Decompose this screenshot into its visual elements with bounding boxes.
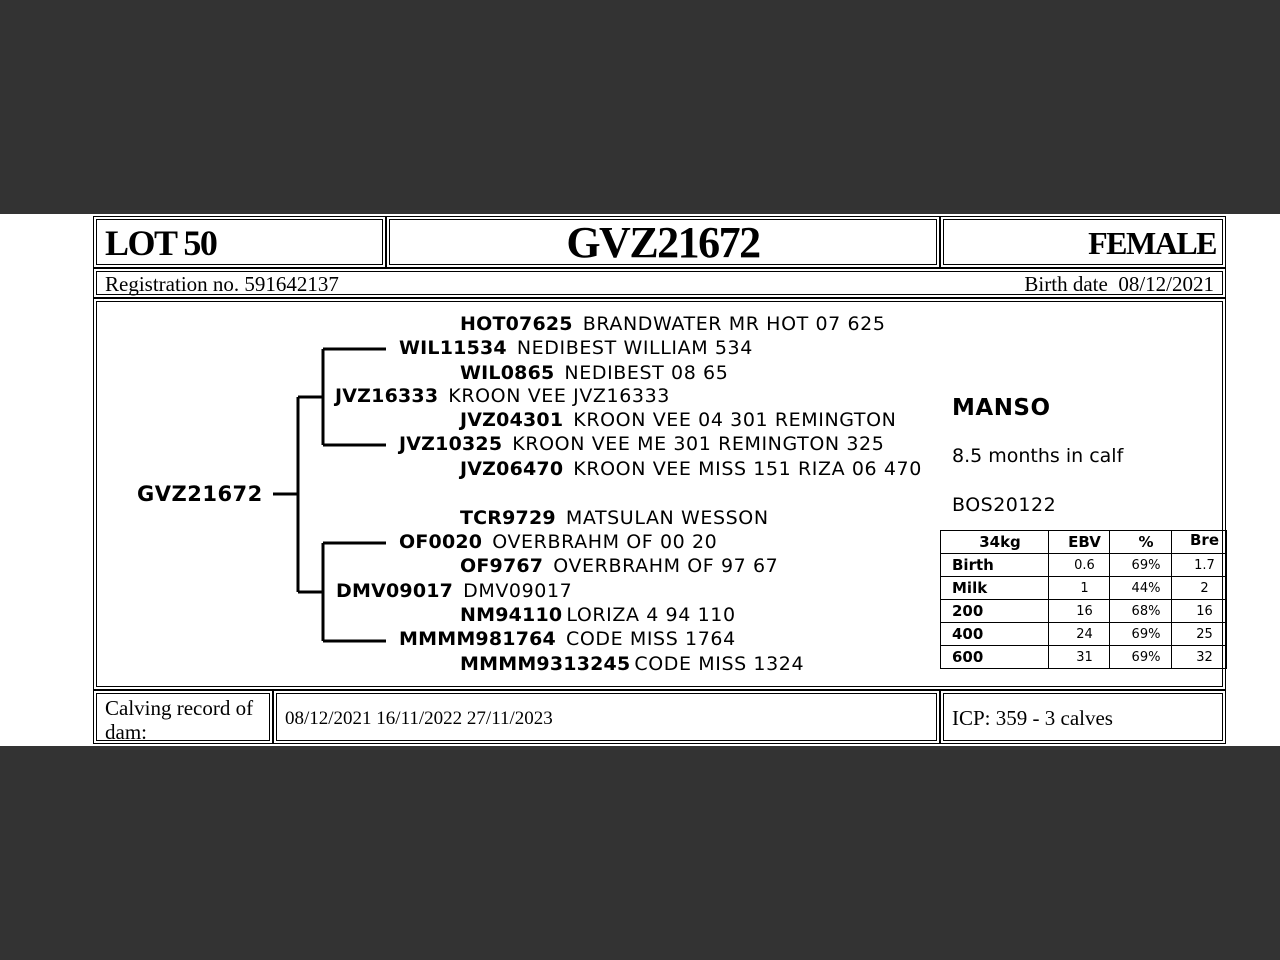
sex-label: FEMALE bbox=[1088, 225, 1216, 261]
pedigree-dam-dam-dam: MMMM9313245 CODE MISS 1324 bbox=[460, 653, 805, 675]
ebv-value: 31 bbox=[1049, 646, 1110, 669]
icp-box bbox=[940, 690, 1226, 744]
calving-dates: 08/12/2021 16/11/2022 27/11/2023 bbox=[285, 708, 553, 729]
ebv-value: 0.6 bbox=[1049, 554, 1110, 577]
ebv-header-row bbox=[941, 531, 1227, 554]
registration-number: Registration no. 591642137 bbox=[105, 272, 339, 296]
ebv-row bbox=[941, 577, 1227, 600]
ebv-row bbox=[941, 554, 1227, 577]
icp-summary: ICP: 359 - 3 calves bbox=[952, 706, 1113, 730]
ebv-value: 1 bbox=[1049, 577, 1110, 600]
lot-card bbox=[0, 214, 1280, 746]
ebv-trait: Milk bbox=[941, 577, 1049, 600]
ebv-value: 16 bbox=[1049, 600, 1110, 623]
ebv-accuracy: 44% bbox=[1110, 577, 1172, 600]
ebv-trait: Birth bbox=[941, 554, 1049, 577]
pedigree-sire-sire: WIL11534 NEDIBEST WILLIAM 534 bbox=[399, 337, 753, 359]
ebv-row bbox=[941, 600, 1227, 623]
pedigree-subject: GVZ21672 bbox=[137, 482, 263, 506]
pedigree-dam-sire-dam: OF9767 OVERBRAHM OF 97 67 bbox=[460, 555, 779, 577]
pedigree-sire-dam-dam: JVZ06470 KROON VEE MISS 151 RIZA 06 470 bbox=[460, 458, 922, 480]
ebv-header-weight: 34kg bbox=[941, 531, 1049, 554]
pedigree-sire-dam: JVZ10325 KROON VEE ME 301 REMINGTON 325 bbox=[399, 433, 885, 455]
ebv-header-ebv: EBV bbox=[1049, 531, 1110, 554]
ebv-value: 24 bbox=[1049, 623, 1110, 646]
pregnancy-status: 8.5 months in calf bbox=[952, 445, 1124, 467]
ebv-trait: 200 bbox=[941, 600, 1049, 623]
pedigree-dam-dam: MMMM981764 CODE MISS 1764 bbox=[399, 628, 736, 650]
pedigree-sire: JVZ16333 KROON VEE JVZ16333 bbox=[335, 385, 670, 407]
calving-record-label: Calving record of dam: bbox=[105, 696, 254, 744]
birth-date: Birth date 08/12/2021 bbox=[1024, 272, 1214, 296]
ebv-breed-avg: 2 bbox=[1172, 577, 1227, 600]
pedigree-dam-sire: OF0020 OVERBRAHM OF 00 20 bbox=[399, 531, 718, 553]
pedigree-dam: DMV09017 DMV09017 bbox=[336, 580, 573, 602]
ebv-breed-avg: 32 bbox=[1172, 646, 1227, 669]
pedigree-sire-dam-sire: JVZ04301 KROON VEE 04 301 REMINGTON bbox=[460, 409, 897, 431]
calving-dates-box bbox=[273, 690, 940, 744]
ebv-breed-avg: 16 bbox=[1172, 600, 1227, 623]
ebv-accuracy: 69% bbox=[1110, 554, 1172, 577]
ebv-header-breed: Bre bbox=[1172, 531, 1227, 554]
ebv-row bbox=[941, 646, 1227, 669]
ebv-trait: 400 bbox=[941, 623, 1049, 646]
ebv-breed-avg: 25 bbox=[1172, 623, 1227, 646]
ebv-accuracy: 69% bbox=[1110, 623, 1172, 646]
ebv-trait: 600 bbox=[941, 646, 1049, 669]
ebv-accuracy: 68% bbox=[1110, 600, 1172, 623]
calving-label-box bbox=[93, 690, 273, 744]
ebv-header-accuracy: % bbox=[1110, 531, 1172, 554]
pregnancy-sire-id: BOS20122 bbox=[952, 494, 1057, 516]
pedigree-sire-sire-dam: WIL0865 NEDIBEST 08 65 bbox=[460, 362, 729, 384]
ebv-row bbox=[941, 623, 1227, 646]
in-calf-sire-name: MANSO bbox=[952, 395, 1051, 421]
animal-id: GVZ21672 bbox=[566, 218, 760, 267]
ebv-breed-avg: 1.7 bbox=[1172, 554, 1227, 577]
lot-number: LOT 50 bbox=[105, 223, 217, 263]
pedigree-dam-sire-sire: TCR9729 MATSULAN WESSON bbox=[460, 507, 769, 529]
ebv-table bbox=[940, 530, 1227, 669]
pedigree-sire-sire-sire: HOT07625 BRANDWATER MR HOT 07 625 bbox=[460, 313, 886, 335]
pedigree-dam-dam-sire: NM94110 LORIZA 4 94 110 bbox=[460, 604, 736, 626]
ebv-accuracy: 69% bbox=[1110, 646, 1172, 669]
